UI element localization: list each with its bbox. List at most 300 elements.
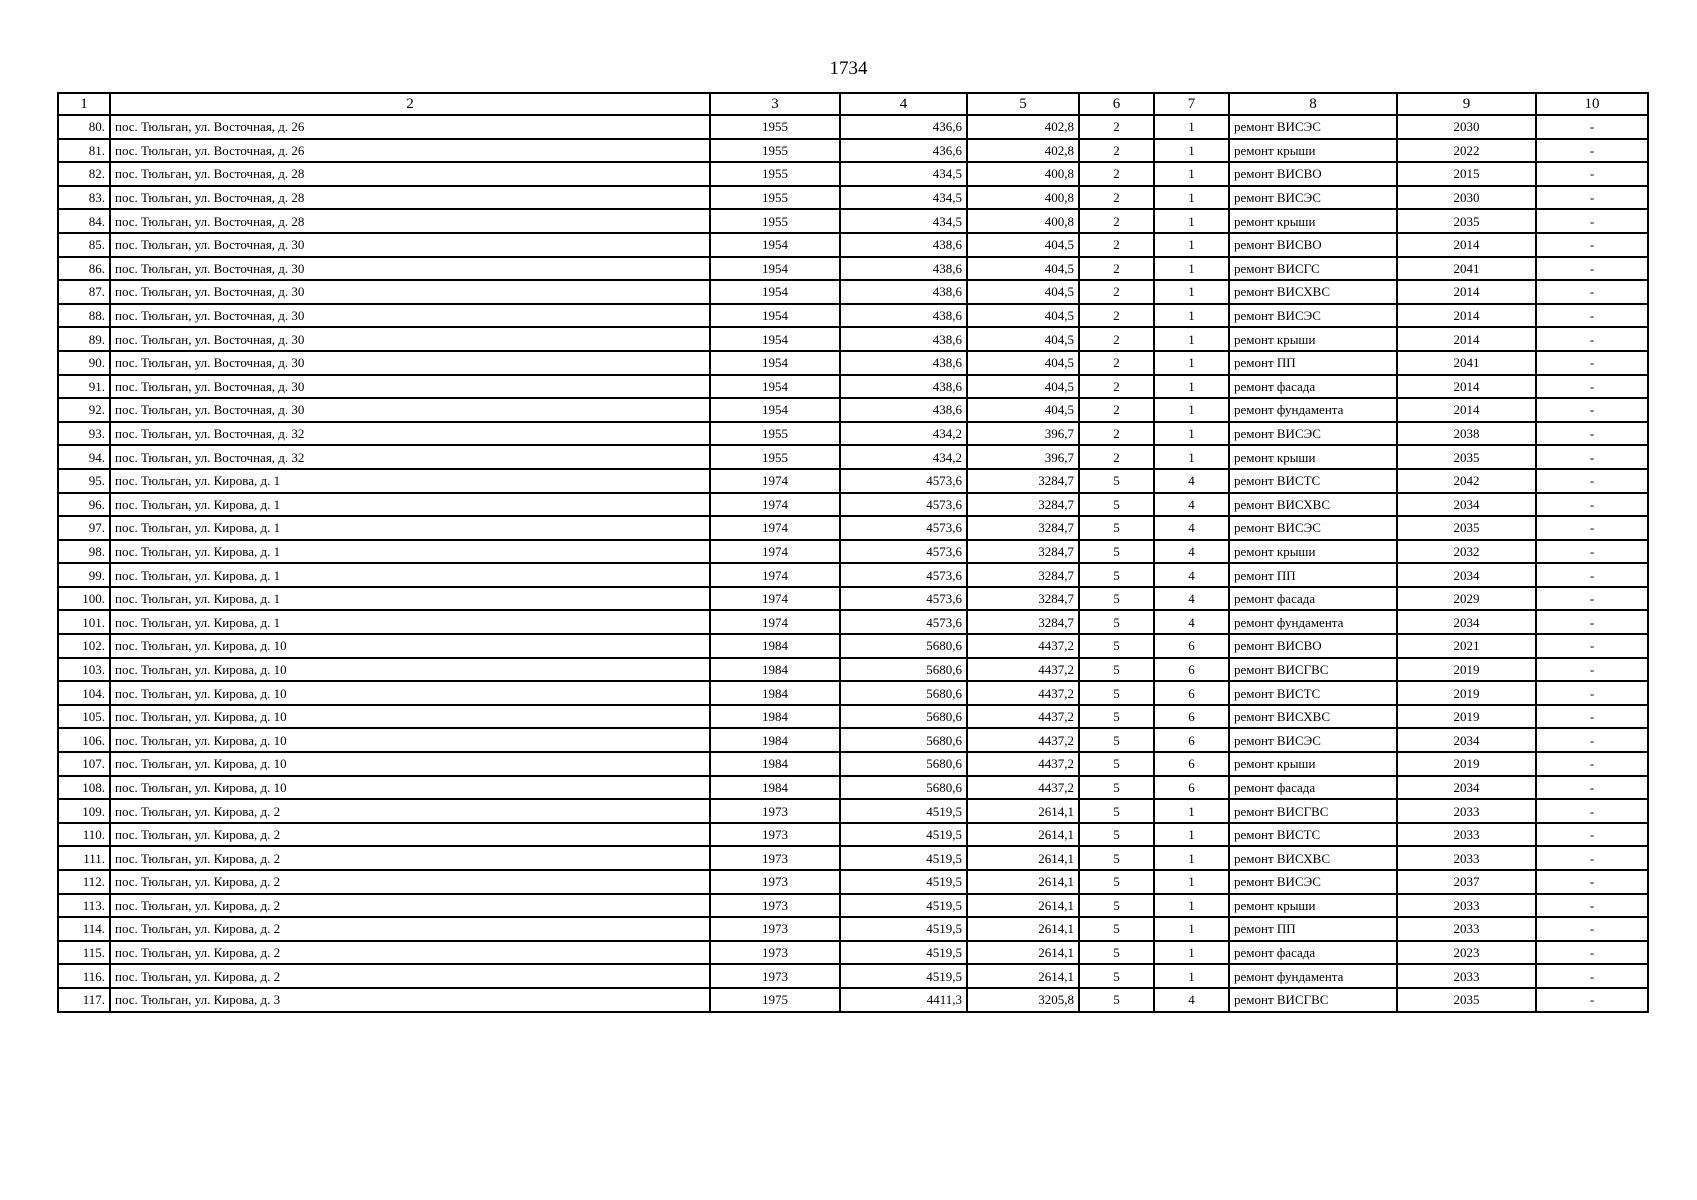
column-header-3: 3 xyxy=(710,93,840,115)
cell-row-number: 105. xyxy=(58,705,110,729)
cell-total-area: 436,6 xyxy=(840,139,967,163)
cell-entrances: 1 xyxy=(1154,445,1229,469)
cell-address: пос. Тюльган, ул. Кирова, д. 1 xyxy=(110,610,710,634)
cell-floors: 5 xyxy=(1079,964,1154,988)
table-row xyxy=(58,870,1648,894)
cell-entrances: 1 xyxy=(1154,186,1229,210)
cell-entrances: 4 xyxy=(1154,540,1229,564)
cell-entrances: 1 xyxy=(1154,351,1229,375)
cell-address: пос. Тюльган, ул. Кирова, д. 2 xyxy=(110,823,710,847)
cell-planned-year: 2019 xyxy=(1397,658,1536,682)
cell-year-built: 1954 xyxy=(710,257,840,281)
cell-floors: 2 xyxy=(1079,422,1154,446)
cell-address: пос. Тюльган, ул. Восточная, д. 30 xyxy=(110,351,710,375)
cell-row-number: 102. xyxy=(58,634,110,658)
cell-entrances: 4 xyxy=(1154,493,1229,517)
table-body xyxy=(58,115,1648,1012)
cell-total-area: 438,6 xyxy=(840,351,967,375)
cell-entrances: 1 xyxy=(1154,894,1229,918)
column-header-1: 1 xyxy=(58,93,110,115)
cell-note: - xyxy=(1536,752,1648,776)
table-row xyxy=(58,964,1648,988)
cell-year-built: 1955 xyxy=(710,422,840,446)
cell-living-area: 3205,8 xyxy=(967,988,1079,1012)
cell-planned-year: 2030 xyxy=(1397,115,1536,139)
cell-living-area: 2614,1 xyxy=(967,870,1079,894)
cell-planned-year: 2019 xyxy=(1397,681,1536,705)
cell-total-area: 434,5 xyxy=(840,186,967,210)
cell-total-area: 5680,6 xyxy=(840,776,967,800)
cell-year-built: 1955 xyxy=(710,186,840,210)
cell-note: - xyxy=(1536,846,1648,870)
cell-floors: 5 xyxy=(1079,846,1154,870)
cell-note: - xyxy=(1536,422,1648,446)
cell-address: пос. Тюльган, ул. Восточная, д. 30 xyxy=(110,233,710,257)
cell-total-area: 4519,5 xyxy=(840,823,967,847)
cell-entrances: 1 xyxy=(1154,280,1229,304)
cell-note: - xyxy=(1536,681,1648,705)
cell-entrances: 1 xyxy=(1154,823,1229,847)
cell-address: пос. Тюльган, ул. Кирова, д. 2 xyxy=(110,799,710,823)
cell-year-built: 1954 xyxy=(710,375,840,399)
cell-entrances: 1 xyxy=(1154,917,1229,941)
cell-living-area: 3284,7 xyxy=(967,540,1079,564)
cell-note: - xyxy=(1536,162,1648,186)
cell-work-type: ремонт ВИСТС xyxy=(1229,469,1397,493)
cell-planned-year: 2019 xyxy=(1397,705,1536,729)
cell-address: пос. Тюльган, ул. Кирова, д. 10 xyxy=(110,776,710,800)
cell-row-number: 116. xyxy=(58,964,110,988)
cell-floors: 5 xyxy=(1079,516,1154,540)
cell-floors: 5 xyxy=(1079,587,1154,611)
cell-floors: 5 xyxy=(1079,610,1154,634)
cell-floors: 5 xyxy=(1079,917,1154,941)
cell-row-number: 80. xyxy=(58,115,110,139)
column-header-9: 9 xyxy=(1397,93,1536,115)
column-header-10: 10 xyxy=(1536,93,1648,115)
cell-address: пос. Тюльган, ул. Кирова, д. 2 xyxy=(110,846,710,870)
cell-total-area: 434,5 xyxy=(840,162,967,186)
cell-planned-year: 2034 xyxy=(1397,728,1536,752)
cell-total-area: 5680,6 xyxy=(840,634,967,658)
cell-work-type: ремонт фасада xyxy=(1229,375,1397,399)
cell-entrances: 4 xyxy=(1154,610,1229,634)
cell-planned-year: 2034 xyxy=(1397,563,1536,587)
column-header-4: 4 xyxy=(840,93,967,115)
cell-planned-year: 2041 xyxy=(1397,351,1536,375)
cell-living-area: 3284,7 xyxy=(967,493,1079,517)
cell-planned-year: 2042 xyxy=(1397,469,1536,493)
cell-note: - xyxy=(1536,870,1648,894)
cell-note: - xyxy=(1536,705,1648,729)
cell-year-built: 1954 xyxy=(710,398,840,422)
cell-entrances: 1 xyxy=(1154,139,1229,163)
cell-address: пос. Тюльган, ул. Восточная, д. 32 xyxy=(110,422,710,446)
cell-year-built: 1954 xyxy=(710,233,840,257)
cell-planned-year: 2014 xyxy=(1397,233,1536,257)
cell-row-number: 85. xyxy=(58,233,110,257)
cell-note: - xyxy=(1536,776,1648,800)
cell-note: - xyxy=(1536,375,1648,399)
cell-entrances: 1 xyxy=(1154,398,1229,422)
cell-year-built: 1955 xyxy=(710,139,840,163)
cell-total-area: 5680,6 xyxy=(840,752,967,776)
cell-work-type: ремонт ВИСЭС xyxy=(1229,304,1397,328)
cell-floors: 2 xyxy=(1079,139,1154,163)
cell-year-built: 1974 xyxy=(710,516,840,540)
cell-living-area: 400,8 xyxy=(967,162,1079,186)
cell-total-area: 438,6 xyxy=(840,280,967,304)
cell-total-area: 4573,6 xyxy=(840,610,967,634)
cell-living-area: 404,5 xyxy=(967,304,1079,328)
cell-note: - xyxy=(1536,516,1648,540)
cell-floors: 5 xyxy=(1079,870,1154,894)
table-row xyxy=(58,304,1648,328)
table-row xyxy=(58,233,1648,257)
cell-work-type: ремонт крыши xyxy=(1229,209,1397,233)
cell-entrances: 1 xyxy=(1154,799,1229,823)
cell-row-number: 99. xyxy=(58,563,110,587)
column-header-6: 6 xyxy=(1079,93,1154,115)
cell-year-built: 1973 xyxy=(710,917,840,941)
cell-living-area: 4437,2 xyxy=(967,658,1079,682)
cell-row-number: 109. xyxy=(58,799,110,823)
cell-note: - xyxy=(1536,445,1648,469)
cell-year-built: 1973 xyxy=(710,964,840,988)
cell-living-area: 400,8 xyxy=(967,209,1079,233)
cell-entrances: 6 xyxy=(1154,658,1229,682)
cell-note: - xyxy=(1536,351,1648,375)
cell-address: пос. Тюльган, ул. Кирова, д. 10 xyxy=(110,752,710,776)
cell-work-type: ремонт ВИСВО xyxy=(1229,162,1397,186)
cell-work-type: ремонт ВИСХВС xyxy=(1229,280,1397,304)
table-row xyxy=(58,139,1648,163)
cell-work-type: ремонт крыши xyxy=(1229,894,1397,918)
cell-total-area: 4573,6 xyxy=(840,540,967,564)
cell-work-type: ремонт ВИСЭС xyxy=(1229,115,1397,139)
column-header-8: 8 xyxy=(1229,93,1397,115)
table-row xyxy=(58,917,1648,941)
cell-row-number: 112. xyxy=(58,870,110,894)
cell-row-number: 89. xyxy=(58,327,110,351)
cell-entrances: 6 xyxy=(1154,681,1229,705)
cell-living-area: 2614,1 xyxy=(967,846,1079,870)
cell-row-number: 98. xyxy=(58,540,110,564)
table-row xyxy=(58,988,1648,1012)
cell-row-number: 82. xyxy=(58,162,110,186)
cell-work-type: ремонт крыши xyxy=(1229,752,1397,776)
cell-work-type: ремонт ПП xyxy=(1229,351,1397,375)
cell-living-area: 2614,1 xyxy=(967,917,1079,941)
cell-address: пос. Тюльган, ул. Кирова, д. 1 xyxy=(110,540,710,564)
cell-living-area: 404,5 xyxy=(967,398,1079,422)
cell-planned-year: 2014 xyxy=(1397,304,1536,328)
cell-work-type: ремонт ВИСЭС xyxy=(1229,516,1397,540)
cell-row-number: 83. xyxy=(58,186,110,210)
table-row xyxy=(58,493,1648,517)
cell-total-area: 438,6 xyxy=(840,327,967,351)
cell-living-area: 404,5 xyxy=(967,375,1079,399)
table-row xyxy=(58,162,1648,186)
cell-address: пос. Тюльган, ул. Кирова, д. 1 xyxy=(110,469,710,493)
cell-living-area: 4437,2 xyxy=(967,776,1079,800)
cell-planned-year: 2019 xyxy=(1397,752,1536,776)
table-row xyxy=(58,846,1648,870)
cell-planned-year: 2032 xyxy=(1397,540,1536,564)
cell-note: - xyxy=(1536,280,1648,304)
cell-floors: 5 xyxy=(1079,705,1154,729)
cell-floors: 2 xyxy=(1079,162,1154,186)
cell-total-area: 4573,6 xyxy=(840,563,967,587)
cell-planned-year: 2034 xyxy=(1397,776,1536,800)
cell-entrances: 6 xyxy=(1154,728,1229,752)
cell-address: пос. Тюльган, ул. Восточная, д. 30 xyxy=(110,304,710,328)
cell-row-number: 91. xyxy=(58,375,110,399)
cell-address: пос. Тюльган, ул. Кирова, д. 2 xyxy=(110,941,710,965)
cell-row-number: 115. xyxy=(58,941,110,965)
cell-living-area: 404,5 xyxy=(967,233,1079,257)
cell-year-built: 1973 xyxy=(710,870,840,894)
cell-living-area: 2614,1 xyxy=(967,964,1079,988)
cell-floors: 2 xyxy=(1079,115,1154,139)
cell-entrances: 4 xyxy=(1154,587,1229,611)
cell-note: - xyxy=(1536,398,1648,422)
table-row xyxy=(58,941,1648,965)
table-row xyxy=(58,799,1648,823)
cell-total-area: 5680,6 xyxy=(840,705,967,729)
cell-address: пос. Тюльган, ул. Восточная, д. 30 xyxy=(110,280,710,304)
cell-address: пос. Тюльган, ул. Восточная, д. 26 xyxy=(110,139,710,163)
cell-note: - xyxy=(1536,139,1648,163)
cell-entrances: 4 xyxy=(1154,988,1229,1012)
table-row xyxy=(58,257,1648,281)
cell-year-built: 1955 xyxy=(710,115,840,139)
cell-floors: 5 xyxy=(1079,634,1154,658)
cell-row-number: 84. xyxy=(58,209,110,233)
cell-year-built: 1984 xyxy=(710,634,840,658)
cell-floors: 5 xyxy=(1079,941,1154,965)
cell-total-area: 4573,6 xyxy=(840,587,967,611)
cell-living-area: 404,5 xyxy=(967,280,1079,304)
cell-work-type: ремонт ВИСЭС xyxy=(1229,422,1397,446)
cell-entrances: 1 xyxy=(1154,115,1229,139)
cell-work-type: ремонт ПП xyxy=(1229,917,1397,941)
cell-entrances: 1 xyxy=(1154,964,1229,988)
cell-entrances: 1 xyxy=(1154,846,1229,870)
cell-note: - xyxy=(1536,493,1648,517)
cell-total-area: 4519,5 xyxy=(840,799,967,823)
table-row xyxy=(58,752,1648,776)
cell-work-type: ремонт фундамента xyxy=(1229,964,1397,988)
cell-address: пос. Тюльган, ул. Восточная, д. 30 xyxy=(110,398,710,422)
cell-row-number: 104. xyxy=(58,681,110,705)
cell-year-built: 1973 xyxy=(710,799,840,823)
cell-entrances: 4 xyxy=(1154,516,1229,540)
cell-row-number: 114. xyxy=(58,917,110,941)
cell-entrances: 1 xyxy=(1154,304,1229,328)
table-row xyxy=(58,375,1648,399)
cell-row-number: 97. xyxy=(58,516,110,540)
cell-note: - xyxy=(1536,587,1648,611)
cell-floors: 2 xyxy=(1079,233,1154,257)
cell-year-built: 1974 xyxy=(710,493,840,517)
cell-address: пос. Тюльган, ул. Восточная, д. 28 xyxy=(110,162,710,186)
cell-work-type: ремонт крыши xyxy=(1229,139,1397,163)
cell-address: пос. Тюльган, ул. Восточная, д. 28 xyxy=(110,209,710,233)
cell-entrances: 1 xyxy=(1154,257,1229,281)
cell-note: - xyxy=(1536,186,1648,210)
cell-planned-year: 2034 xyxy=(1397,493,1536,517)
cell-work-type: ремонт ВИСХВС xyxy=(1229,846,1397,870)
cell-year-built: 1974 xyxy=(710,610,840,634)
cell-floors: 2 xyxy=(1079,375,1154,399)
cell-entrances: 4 xyxy=(1154,563,1229,587)
cell-note: - xyxy=(1536,917,1648,941)
table-row xyxy=(58,823,1648,847)
cell-entrances: 1 xyxy=(1154,870,1229,894)
cell-note: - xyxy=(1536,115,1648,139)
cell-planned-year: 2035 xyxy=(1397,516,1536,540)
cell-living-area: 2614,1 xyxy=(967,941,1079,965)
cell-floors: 5 xyxy=(1079,658,1154,682)
cell-living-area: 396,7 xyxy=(967,445,1079,469)
cell-year-built: 1973 xyxy=(710,846,840,870)
cell-note: - xyxy=(1536,964,1648,988)
column-header-7: 7 xyxy=(1154,93,1229,115)
cell-year-built: 1973 xyxy=(710,823,840,847)
cell-work-type: ремонт фасада xyxy=(1229,776,1397,800)
cell-planned-year: 2023 xyxy=(1397,941,1536,965)
cell-floors: 5 xyxy=(1079,988,1154,1012)
cell-total-area: 4573,6 xyxy=(840,469,967,493)
cell-floors: 2 xyxy=(1079,186,1154,210)
cell-floors: 5 xyxy=(1079,752,1154,776)
cell-year-built: 1973 xyxy=(710,894,840,918)
cell-work-type: ремонт ВИСВО xyxy=(1229,233,1397,257)
cell-year-built: 1954 xyxy=(710,304,840,328)
column-header-2: 2 xyxy=(110,93,710,115)
table-row xyxy=(58,610,1648,634)
cell-work-type: ремонт фасада xyxy=(1229,941,1397,965)
cell-entrances: 6 xyxy=(1154,634,1229,658)
table-row xyxy=(58,209,1648,233)
cell-entrances: 6 xyxy=(1154,776,1229,800)
cell-floors: 2 xyxy=(1079,351,1154,375)
cell-living-area: 402,8 xyxy=(967,115,1079,139)
table-row xyxy=(58,445,1648,469)
cell-address: пос. Тюльган, ул. Восточная, д. 32 xyxy=(110,445,710,469)
cell-year-built: 1974 xyxy=(710,563,840,587)
cell-note: - xyxy=(1536,327,1648,351)
cell-total-area: 5680,6 xyxy=(840,681,967,705)
cell-work-type: ремонт фундамента xyxy=(1229,398,1397,422)
cell-floors: 5 xyxy=(1079,563,1154,587)
page-number: 1734 xyxy=(829,58,868,79)
cell-living-area: 4437,2 xyxy=(967,634,1079,658)
cell-entrances: 6 xyxy=(1154,705,1229,729)
cell-floors: 5 xyxy=(1079,894,1154,918)
cell-floors: 5 xyxy=(1079,469,1154,493)
cell-row-number: 113. xyxy=(58,894,110,918)
cell-floors: 2 xyxy=(1079,445,1154,469)
cell-work-type: ремонт ВИСХВС xyxy=(1229,705,1397,729)
cell-living-area: 2614,1 xyxy=(967,823,1079,847)
cell-work-type: ремонт ВИСГВС xyxy=(1229,658,1397,682)
table-row xyxy=(58,681,1648,705)
cell-work-type: ремонт ВИСХВС xyxy=(1229,493,1397,517)
cell-address: пос. Тюльган, ул. Восточная, д. 28 xyxy=(110,186,710,210)
cell-floors: 2 xyxy=(1079,398,1154,422)
cell-address: пос. Тюльган, ул. Кирова, д. 2 xyxy=(110,894,710,918)
cell-planned-year: 2033 xyxy=(1397,917,1536,941)
cell-floors: 5 xyxy=(1079,493,1154,517)
cell-work-type: ремонт фундамента xyxy=(1229,610,1397,634)
cell-year-built: 1984 xyxy=(710,776,840,800)
cell-living-area: 3284,7 xyxy=(967,610,1079,634)
cell-total-area: 5680,6 xyxy=(840,728,967,752)
cell-total-area: 4411,3 xyxy=(840,988,967,1012)
cell-planned-year: 2041 xyxy=(1397,257,1536,281)
cell-year-built: 1984 xyxy=(710,658,840,682)
cell-planned-year: 2014 xyxy=(1397,398,1536,422)
table-row xyxy=(58,776,1648,800)
cell-floors: 5 xyxy=(1079,728,1154,752)
table-row xyxy=(58,634,1648,658)
cell-floors: 2 xyxy=(1079,280,1154,304)
cell-row-number: 86. xyxy=(58,257,110,281)
cell-note: - xyxy=(1536,563,1648,587)
cell-living-area: 2614,1 xyxy=(967,894,1079,918)
cell-floors: 2 xyxy=(1079,209,1154,233)
cell-floors: 2 xyxy=(1079,257,1154,281)
cell-note: - xyxy=(1536,209,1648,233)
cell-planned-year: 2021 xyxy=(1397,634,1536,658)
cell-living-area: 2614,1 xyxy=(967,799,1079,823)
cell-note: - xyxy=(1536,634,1648,658)
cell-living-area: 4437,2 xyxy=(967,705,1079,729)
cell-floors: 5 xyxy=(1079,681,1154,705)
cell-entrances: 1 xyxy=(1154,941,1229,965)
cell-entrances: 1 xyxy=(1154,327,1229,351)
cell-row-number: 106. xyxy=(58,728,110,752)
table-row xyxy=(58,469,1648,493)
cell-living-area: 400,8 xyxy=(967,186,1079,210)
cell-planned-year: 2014 xyxy=(1397,375,1536,399)
cell-living-area: 4437,2 xyxy=(967,681,1079,705)
cell-work-type: ремонт фасада xyxy=(1229,587,1397,611)
repair-schedule-table xyxy=(57,92,1649,1013)
cell-planned-year: 2014 xyxy=(1397,280,1536,304)
cell-total-area: 438,6 xyxy=(840,304,967,328)
table-row xyxy=(58,327,1648,351)
cell-row-number: 108. xyxy=(58,776,110,800)
cell-entrances: 6 xyxy=(1154,752,1229,776)
table-row xyxy=(58,728,1648,752)
cell-total-area: 434,2 xyxy=(840,422,967,446)
cell-total-area: 434,2 xyxy=(840,445,967,469)
cell-row-number: 88. xyxy=(58,304,110,328)
cell-living-area: 4437,2 xyxy=(967,752,1079,776)
cell-floors: 2 xyxy=(1079,327,1154,351)
cell-living-area: 4437,2 xyxy=(967,728,1079,752)
table-row xyxy=(58,540,1648,564)
table-row xyxy=(58,422,1648,446)
cell-work-type: ремонт ВИСЭС xyxy=(1229,186,1397,210)
cell-note: - xyxy=(1536,728,1648,752)
table-row xyxy=(58,705,1648,729)
table-row xyxy=(58,587,1648,611)
cell-planned-year: 2029 xyxy=(1397,587,1536,611)
